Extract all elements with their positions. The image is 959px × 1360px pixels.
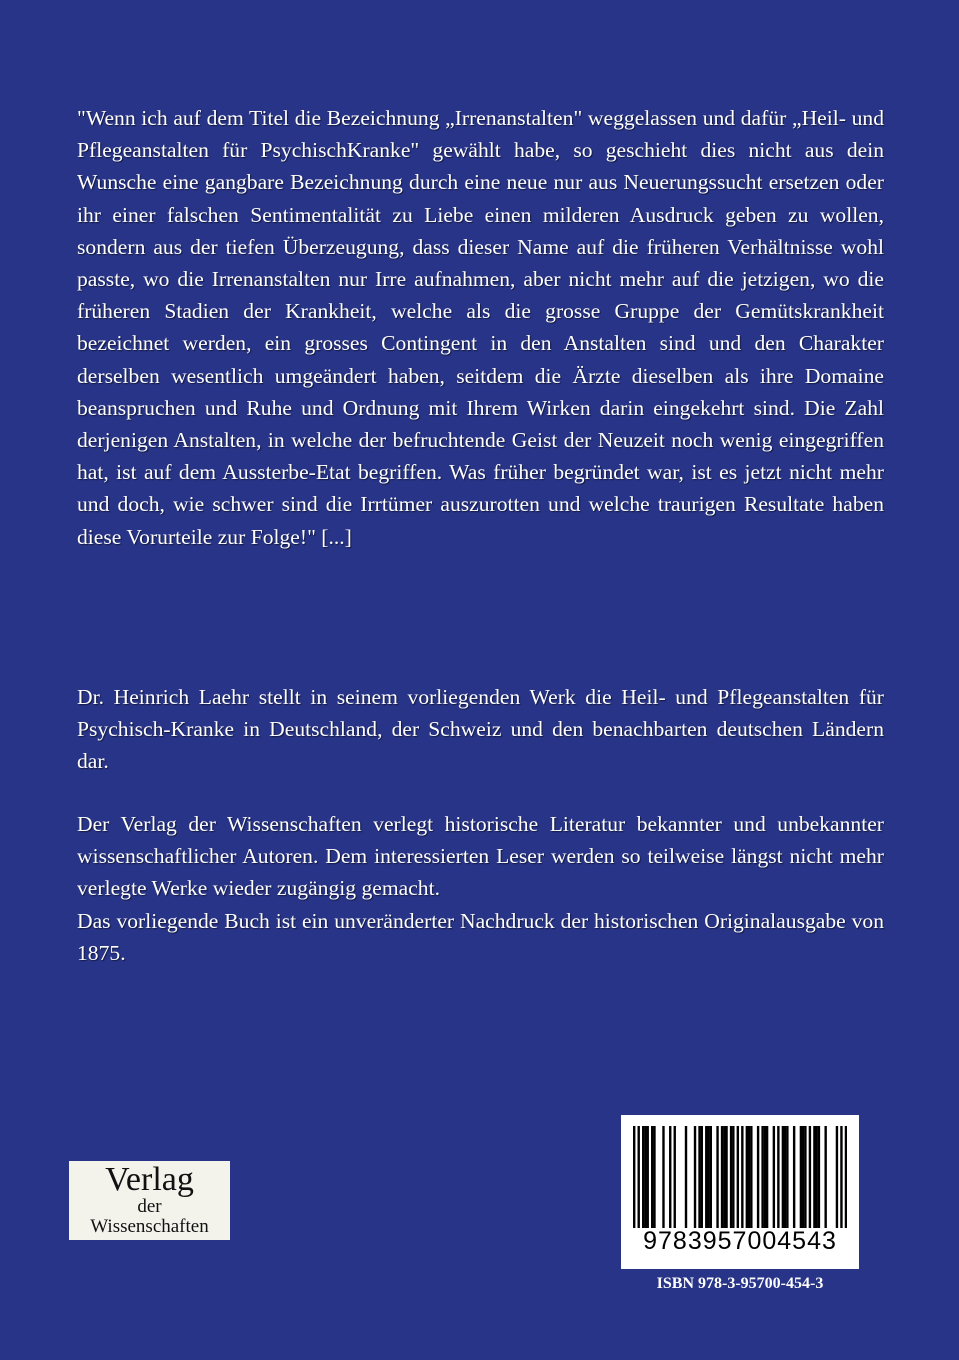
barcode-bar [710,1126,712,1228]
isbn-label: ISBN 978-3-95700-454-3 [656,1275,824,1292]
barcode-digits: 9783957004543 [643,1227,837,1255]
about-section [77,681,884,778]
barcode-bar [662,1126,664,1228]
barcode [621,1115,859,1269]
barcode-bar [804,1126,806,1228]
barcode-bar [669,1126,671,1228]
barcode-bar [741,1126,743,1228]
barcode-bar [716,1126,718,1228]
barcode-bar [813,1126,815,1228]
barcode-bar [732,1126,734,1228]
barcode-bar [815,1126,817,1228]
barcode-bar [651,1126,653,1228]
about-paragraph: Dr. Heinrich Laehr stellt in seinem vorliegenden Werk die Heil- und Pflegeanstalten für Psychisch-Kranke in Deutschland, der Schweiz und den benachbarten deutschen Ländern dar. [77,685,884,774]
barcode-bar [707,1126,709,1228]
barcode-bar [642,1126,644,1228]
barcode-bar [761,1126,763,1228]
quote-paragraph: "Wenn ich auf dem Titel die Bezeichnung „Irrenanstalten" weggelassen und dafür „Heil- und Pflegeanstalten für PsychischKranke" gewählt habe, so geschieht dies nicht aus dein Wunsche eine gangbare Bezeichnung durch eine neue nur aus Neuerungssucht ersetzen oder ihr einer falschen Sentimentalität zu Liebe einen milderen Ausdruck geben zu wollen, sondern aus der tiefen Überzeugung, dass dieser Name auf die früheren Verhältnisse wohl passte, wo die Irrenanstalten nur Irre aufnahmen, aber nicht mehr auf die jetzigen, wo die früheren Stadien der Krankheit, welche als die grosse Gruppe der Gemütskrankheit bezeichnet werden, ein grosses Contingent in den Anstalten sind und den Charakter derselben wesentlich umgeändert haben, seitdem die Ärzte dieselben als ihre Domaine beanspruchen und Ruhe und Ordnung mit Ihrem Wirken darin eingekehrt sind. Die Zahl derjenigen Anstalten, in welche der befruchtende Geist der Neuzeit noch wenig eingegriffen hat, ist auf dem Aussterbe-Etat begriffen. Was früher begründet war, ist es jetzt nicht mehr und doch, wie schwer sind die Irrtümer auszurotten und welche traurigen Resultate haben diese Vorurteile zur Folge!" [...] [77,106,884,549]
barcode-bar [773,1126,775,1228]
barcode-bar [782,1126,784,1228]
barcode-bar [786,1126,788,1228]
barcode-bar [840,1126,842,1228]
logo-line-2: der [137,1196,162,1217]
barcode-bar [748,1126,750,1228]
barcode-bar [777,1126,779,1228]
barcode-bar [802,1126,804,1228]
quote-section [77,102,884,553]
barcode-bar [730,1126,732,1228]
logo-line-3: Wissenschaften [90,1216,209,1237]
barcode-bar [836,1126,838,1228]
publisher-section [77,808,884,969]
barcode-bar [737,1126,739,1228]
barcode-bar [644,1126,646,1228]
barcode-bar [647,1126,649,1228]
barcode-bar [698,1126,700,1228]
barcode-bar [750,1126,752,1228]
barcode-bar [809,1126,811,1228]
barcode-bar [784,1126,786,1228]
barcode-bar [725,1126,727,1228]
barcode-bar [800,1126,802,1228]
publisher-logo [69,1161,230,1240]
barcode-bar [674,1126,676,1228]
barcode-bar [721,1126,723,1228]
barcode-bar [824,1126,826,1228]
barcode-bar [845,1126,847,1228]
barcode-bar [766,1126,768,1228]
barcode-bar [633,1126,635,1228]
barcode-bars [633,1126,847,1228]
logo-line-1: Verlag [105,1161,194,1198]
barcode-bar [638,1126,640,1228]
barcode-bar [705,1126,707,1228]
barcode-bar [701,1126,703,1228]
barcode-bar [793,1126,795,1228]
barcode-bar [685,1126,687,1228]
publisher-paragraph-2: Das vorliegende Buch ist ein unveränderter Nachdruck der historischen Originalausgabe von 1875. [77,908,884,965]
barcode-bar [746,1126,748,1228]
barcode-bar [653,1126,655,1228]
barcode-bar [757,1126,759,1228]
publisher-paragraph-1: Der Verlag der Wissenschaften verlegt historische Literatur bekannter und unbekannter wissenschaftlicher Autoren. Dem interessierten Leser werden so teilweise längst nicht mehr verlegte Werke wieder zugängig gemacht. [77,812,884,901]
barcode-bar [764,1126,766,1228]
barcode-bar [818,1126,820,1228]
barcode-bar [694,1126,696,1228]
barcode-bar [723,1126,725,1228]
